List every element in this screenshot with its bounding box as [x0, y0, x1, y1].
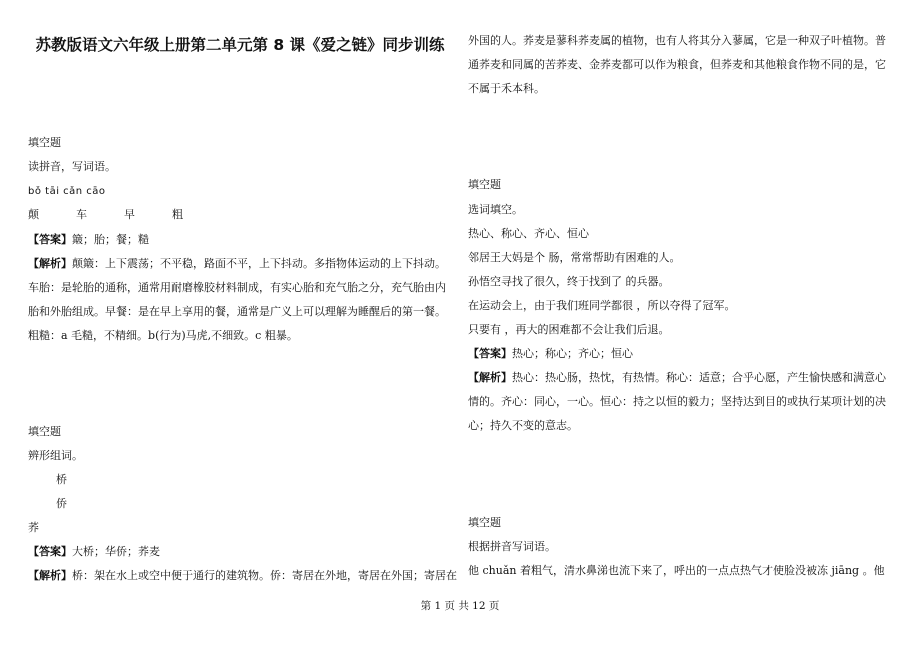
answer-line	[28, 233, 149, 247]
question-type: 填空题	[28, 425, 61, 438]
word-item: 桥	[56, 473, 67, 486]
answer-text: 大桥；华侨；荞麦	[72, 545, 160, 558]
answer-label: 【答案】	[28, 233, 72, 246]
answer-label: 【答案】	[28, 545, 72, 558]
word-options: 热心、称心、齐心、恒心	[468, 227, 589, 240]
analysis-text: 颠簸：上下震荡；不平稳，路面不平，上下抖动。多指物体运动的上下抖动。车胎：是轮胎的通称，通常用耐磨橡胶材料制成，有实心胎和充气胎之分，充气胎由内胎和外胎组成。早餐：是在早上享用的餐，通常是广义上可以理解为睡醒后的第一餐。粗糙：a 毛糙，不精细。b(行为)马虎,不细致。c 粗暴。	[28, 257, 446, 342]
page-footer: 第 1 页 共 12 页	[420, 600, 500, 612]
answer-line	[468, 347, 633, 361]
analysis-line	[28, 569, 457, 583]
answer-text: 簸；胎；餐；糙	[72, 233, 149, 246]
word-item: 侨	[56, 497, 67, 510]
question-prompt: 辨形组词。	[28, 449, 83, 462]
answer-label: 【答案】	[468, 347, 512, 360]
answer-text: 热心；称心；齐心；恒心	[512, 347, 633, 360]
question-prompt: 根据拼音写词语。	[468, 540, 556, 553]
answer-line	[28, 545, 160, 559]
fill-item: 孙悟空寻找了很久，终于找到了 的兵器。	[468, 275, 670, 288]
analysis-paragraph	[468, 366, 892, 438]
char-item: 早	[124, 208, 135, 221]
question-type: 填空题	[468, 178, 501, 191]
question-type: 填空题	[28, 136, 61, 149]
fill-item: 邻居王大妈是个 肠，常常帮助有困难的人。	[468, 251, 681, 264]
pinyin-fill-line: 他 chuǎn 着粗气，清水鼻涕也流下来了，呼出的一点点热气才使脸没被冻 jiāng 。他	[468, 564, 885, 577]
pinyin-line: bǒ tāi cǎn cāo	[28, 186, 106, 197]
analysis-label: 【解析】	[28, 257, 72, 270]
analysis-text: 热心：热心肠，热忱，有热情。称心：适意；合乎心愿，产生愉快感和满意心情的。齐心：同心，一心。恒心：持之以恒的毅力；坚持达到目的或执行某项计划的决心；持久不变的意志。	[468, 371, 886, 432]
analysis-text: 桥：架在水上或空中便于通行的建筑物。侨：寄居在外地，寄居在外国；寄居在	[72, 569, 457, 582]
analysis-label: 【解析】	[468, 371, 512, 384]
fill-item: 只要有 ，再大的困难都不会让我们后退。	[468, 323, 670, 336]
char-item: 粗	[172, 208, 183, 221]
question-prompt: 选词填空。	[468, 203, 523, 216]
char-item: 颠	[28, 208, 39, 221]
analysis-paragraph	[28, 252, 452, 348]
word-item: 荞	[28, 521, 39, 534]
fill-item: 在运动会上，由于我们班同学都很 ，所以夺得了冠军。	[468, 299, 736, 312]
question-type: 填空题	[468, 516, 501, 529]
char-row	[28, 208, 220, 222]
analysis-label: 【解析】	[28, 569, 72, 582]
analysis-continuation: 外国的人。荞麦是蓼科荞麦属的植物，也有人将其分入蓼属，它是一种双子叶植物。普通荞麦和同属的苦荞麦、金荞麦都可以作为粮食，但荞麦和其他粮食作物不同的是，它不属于禾本科。	[468, 34, 886, 95]
char-item: 车	[76, 208, 87, 221]
question-prompt: 读拼音，写词语。	[28, 160, 116, 173]
page-title: 苏教版语文六年级上册第二单元第 8 课《爱之链》同步训练	[35, 36, 445, 54]
